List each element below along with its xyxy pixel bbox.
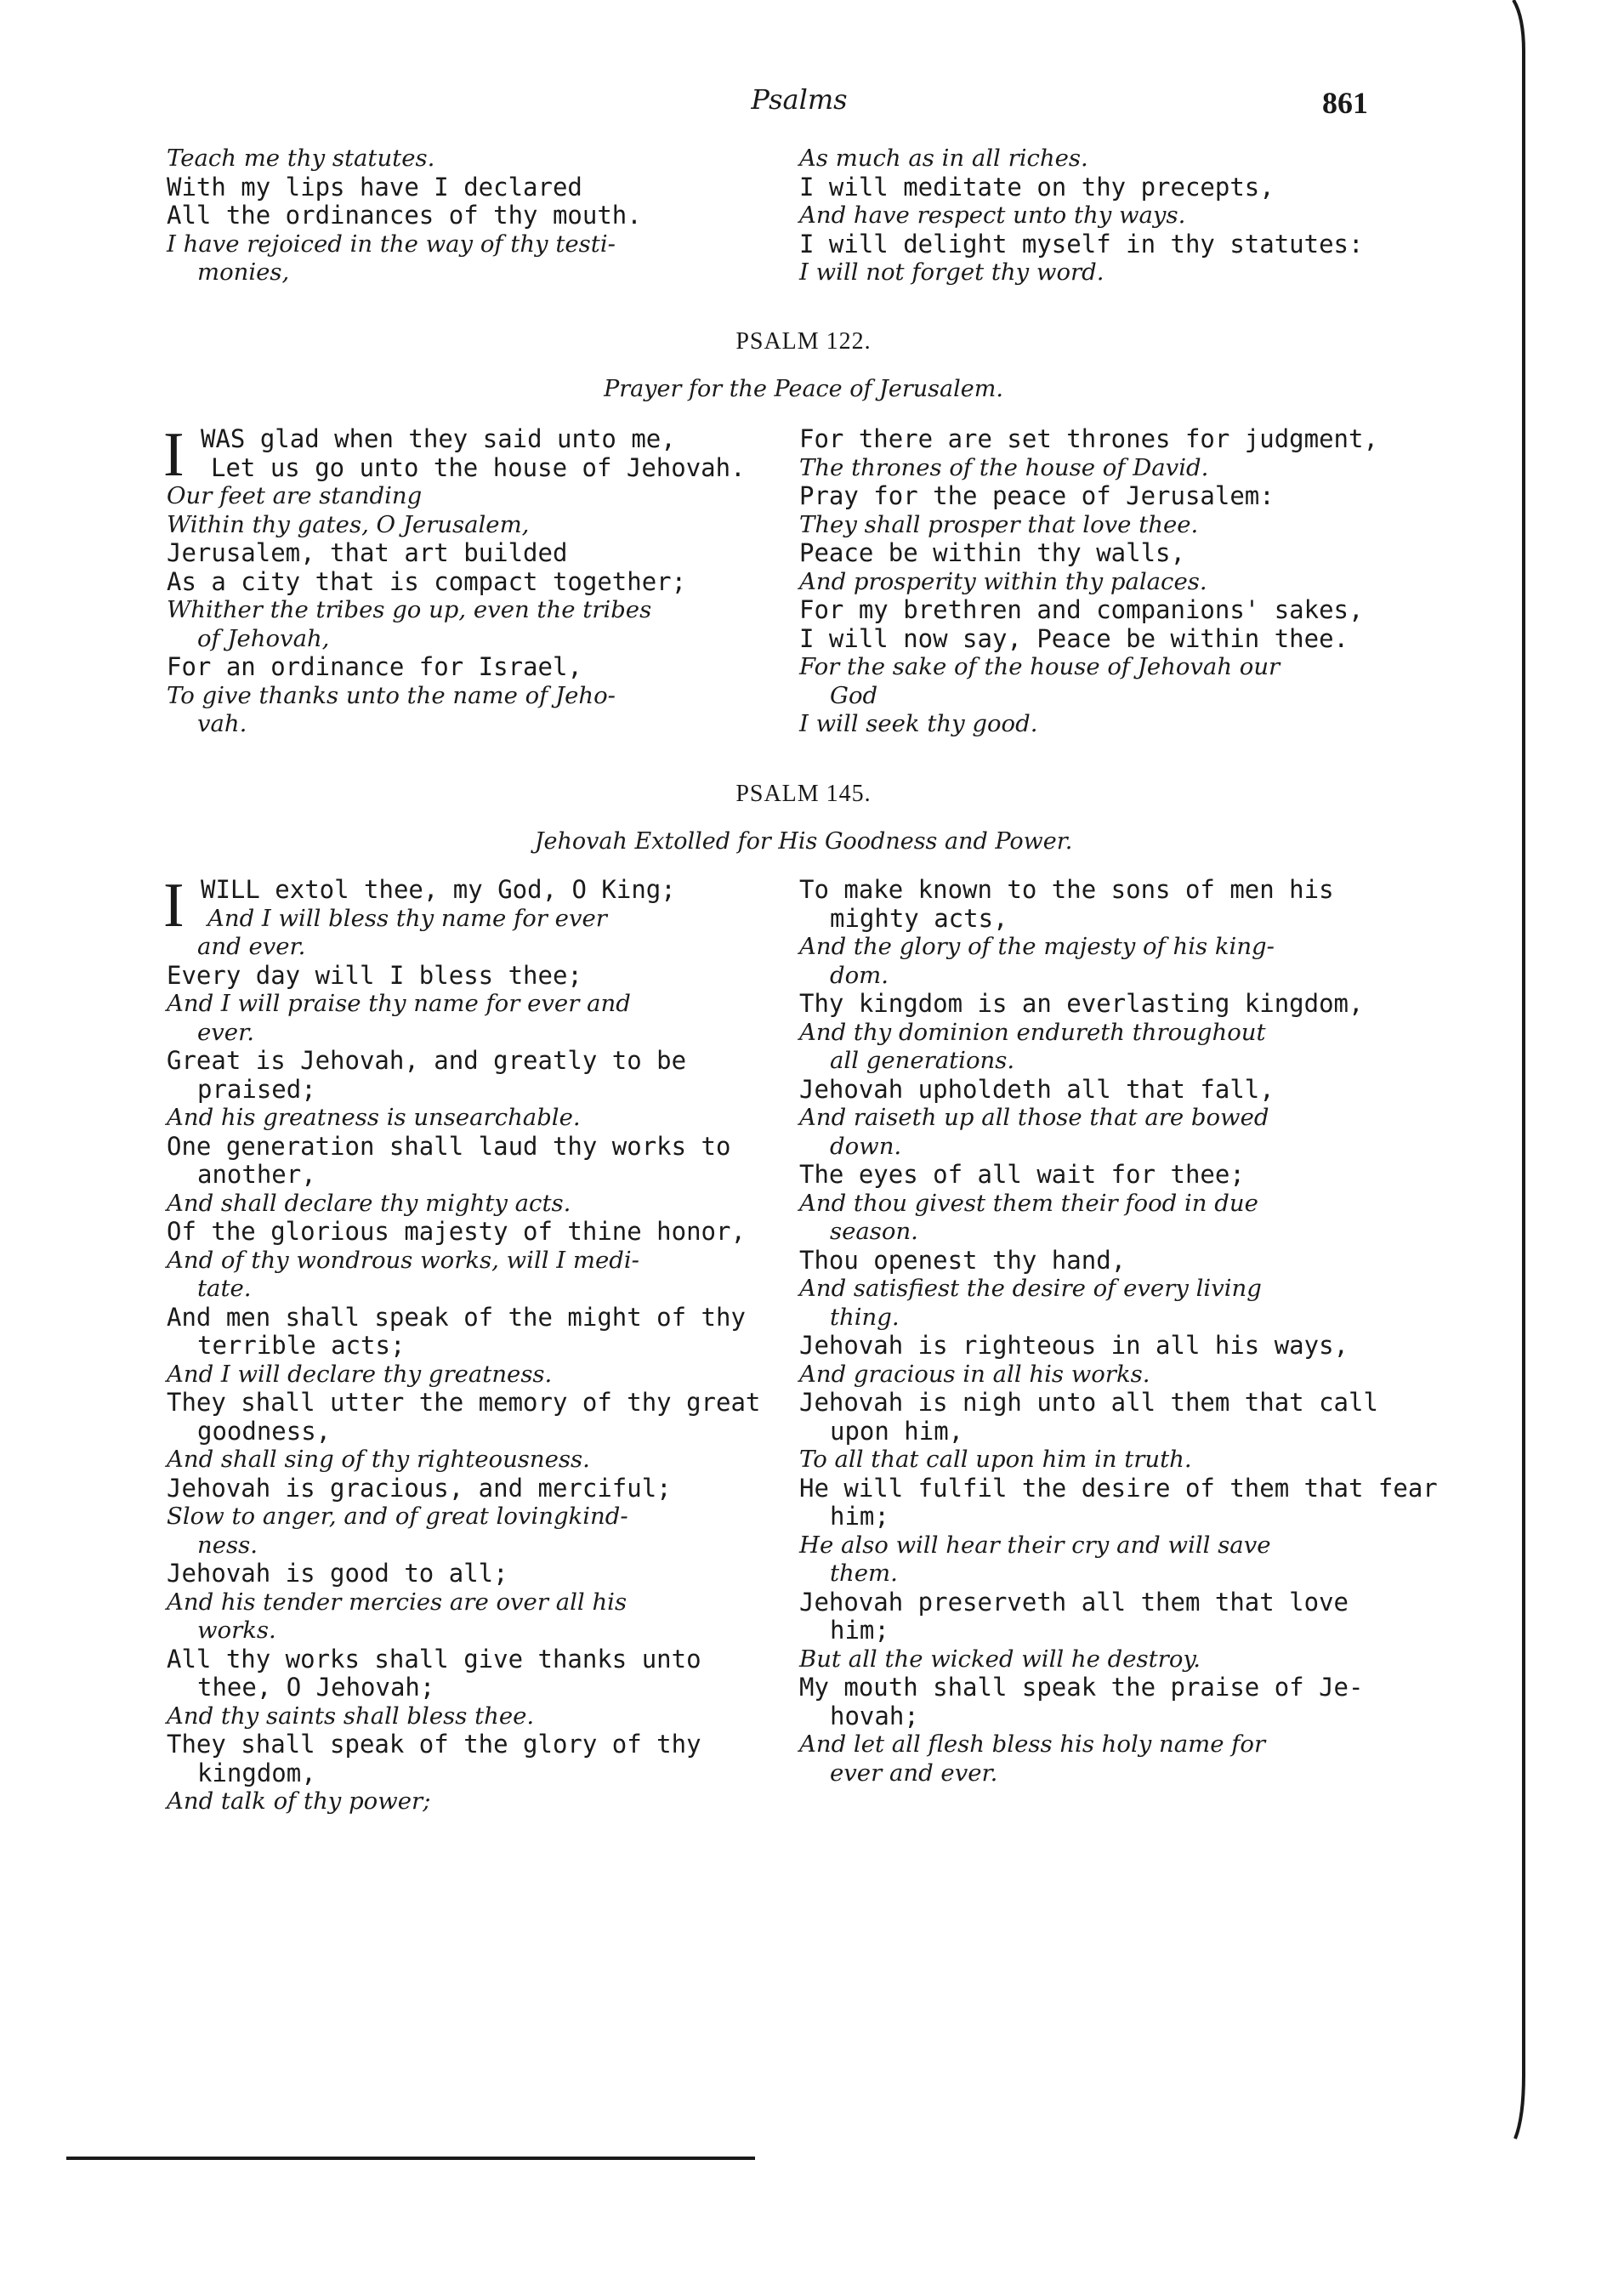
verse-line: Jehovah is gracious, and merciful; (167, 1473, 672, 1503)
verse-line: mighty acts, (830, 903, 1008, 933)
verse-line: Within thy gates, O Jerusalem, (167, 510, 530, 538)
verse-line: For an ordinance for Israel, (167, 652, 582, 681)
intro-left-column (167, 145, 762, 287)
psalm-122-left-column (163, 420, 762, 739)
verse-line: goodness, (197, 1416, 332, 1446)
verse-line: Jehovah is good to all; (167, 1559, 508, 1588)
verse-line: One generation shall laud thy works to (167, 1131, 731, 1161)
verse-line: Whither the tribes go up, even the tribes (167, 596, 652, 623)
verse-line: praised; (197, 1074, 316, 1104)
verse-line: Thou openest thy hand, (799, 1245, 1127, 1275)
verse-line: And gracious in all his works. (799, 1360, 1150, 1388)
verse-line: WAS glad when they said unto me, (201, 424, 676, 453)
verse-line: I have rejoiced in the way of thy testi- (167, 230, 616, 258)
bottom-rule (66, 2157, 755, 2160)
verse-line: down. (830, 1132, 902, 1160)
verse-line: And I will bless thy name for ever (207, 904, 607, 932)
psalm-145-left-column (163, 871, 762, 1816)
verse-line: The eyes of all wait for thee; (799, 1160, 1245, 1189)
verse-line: kingdom, (197, 1758, 316, 1787)
psalm-122-right-column (799, 425, 1401, 739)
verse-line: Jehovah upholdeth all that fall, (799, 1074, 1275, 1104)
verse-line: all generations. (830, 1047, 1015, 1074)
verse-line: thing. (830, 1303, 900, 1331)
page-number: 861 (1322, 86, 1368, 120)
verse-line: To make known to the sons of men his (799, 875, 1334, 904)
verse-line: They shall prosper that love thee. (799, 510, 1199, 538)
verse-line: of Jehovah, (197, 624, 330, 652)
verse-line: And raiseth up all those that are bowed (799, 1104, 1269, 1131)
verse-line: WILL extol thee, my God, O King; (201, 875, 676, 904)
verse-line: Pray for the peace of Jerusalem: (799, 481, 1275, 510)
verse-line: And I will praise thy name for ever and (167, 990, 631, 1017)
intro-right-column (799, 145, 1401, 287)
psalm-145-heading: PSALM 145. (735, 781, 872, 807)
verse-line: And have respect unto thy ways. (799, 202, 1186, 229)
verse-line: dom. (830, 961, 889, 989)
verse-line: another, (197, 1160, 316, 1189)
verse-line: vah. (197, 710, 247, 737)
verse-line: To all that call upon him in truth. (799, 1446, 1192, 1473)
verse-line: Of the glorious majesty of thine honor, (167, 1217, 746, 1246)
verse-line: Teach me thy statutes. (167, 145, 435, 172)
verse-line: Jehovah is nigh unto all them that call (799, 1388, 1378, 1417)
verse-line: For the sake of the house of Jehovah our (799, 653, 1280, 680)
psalm-122-subtitle: Prayer for the Peace of Jerusalem. (604, 376, 1003, 402)
verse-line: With my lips have I declared (167, 172, 582, 202)
verse-line: Slow to anger, and of great lovingkind- (167, 1503, 628, 1530)
verse-line: and ever. (197, 933, 306, 960)
verse-line: Our feet are standing (167, 482, 423, 509)
psalm-145-subtitle: Jehovah Extolled for His Goodness and Power. (534, 828, 1073, 855)
opening-lines (163, 871, 762, 941)
page-edge-bracket (1512, 0, 1529, 2143)
verse-line: Jehovah preserveth all them that love (799, 1587, 1349, 1617)
verse-line: I will now say, Peace be within thee. (799, 623, 1349, 653)
verse-line: And men shall speak of the might of thy (167, 1302, 746, 1332)
verse-line: works. (197, 1617, 276, 1644)
verse-line: hovah; (830, 1701, 919, 1731)
verse-line: He will fulfil the desire of them that fear (799, 1473, 1438, 1503)
psalm-145-right-column (799, 875, 1438, 1787)
running-title: Psalms (751, 83, 848, 116)
verse-line: To give thanks unto the name of Jeho- (167, 681, 616, 709)
verse-line: I will seek thy good. (799, 710, 1038, 737)
opening-lines (163, 420, 762, 490)
verse-line: And his greatness is unsearchable. (167, 1104, 581, 1131)
verse-line: All thy works shall give thanks unto (167, 1644, 701, 1674)
verse-line: him; (830, 1616, 889, 1645)
verse-line: My mouth shall speak the praise of Je- (799, 1673, 1364, 1702)
verse-line: I will not forget thy word. (799, 259, 1104, 286)
verse-line: terrible acts; (197, 1331, 406, 1360)
verse-line: I will meditate on thy precepts, (799, 172, 1275, 202)
drop-cap: I (163, 420, 185, 490)
verse-line: And shall sing of thy righteousness. (167, 1446, 590, 1473)
psalm-122-heading: PSALM 122. (735, 328, 872, 355)
verse-line: I will delight myself in thy statutes: (799, 229, 1364, 259)
verse-line: ness. (197, 1531, 258, 1559)
verse-line: And thou givest them their food in due (799, 1189, 1258, 1217)
verse-line: ever and ever. (830, 1759, 998, 1787)
verse-line: them. (830, 1560, 898, 1587)
verse-line: And satisfiest the desire of every living (799, 1275, 1262, 1302)
verse-line: monies, (197, 259, 290, 286)
verse-line: For my brethren and companions' sakes, (799, 595, 1364, 624)
verse-line: him; (830, 1502, 889, 1531)
verse-line: He also will hear their cry and will save (799, 1531, 1271, 1559)
verse-line: They shall speak of the glory of thy (167, 1730, 701, 1759)
verse-line: Peace be within thy walls, (799, 538, 1185, 567)
verse-line: Let us go unto the house of Jehovah. (211, 452, 746, 482)
verse-line: God (830, 681, 878, 709)
verse-line: Thy kingdom is an everlasting kingdom, (799, 989, 1364, 1018)
drop-cap: I (163, 871, 185, 941)
verse-line: All the ordinances of thy mouth. (167, 201, 642, 230)
verse-line: They shall utter the memory of thy great (167, 1388, 761, 1417)
verse-line: Every day will I bless thee; (167, 960, 582, 990)
verse-line: And prosperity within thy palaces. (799, 567, 1207, 595)
verse-line: As a city that is compact together; (167, 566, 687, 596)
verse-line: And let all flesh bless his holy name for (799, 1731, 1266, 1758)
verse-line: And I will declare thy greatness. (167, 1360, 553, 1388)
verse-line: season. (830, 1218, 918, 1245)
verse-line: Jehovah is righteous in all his ways, (799, 1331, 1349, 1360)
verse-line: And thy dominion endureth throughout (799, 1018, 1266, 1046)
verse-line: tate. (197, 1275, 252, 1302)
verse-line: And the glory of the majesty of his king- (799, 933, 1275, 960)
verse-line: And of thy wondrous works, will I medi- (167, 1246, 639, 1274)
verse-line: And talk of thy power; (167, 1787, 431, 1815)
verse-line: For there are set thrones for judgment, (799, 424, 1378, 453)
verse-line: thee, O Jehovah; (197, 1673, 435, 1702)
verse-line: And shall declare thy mighty acts. (167, 1189, 571, 1217)
verse-line: But all the wicked will he destroy. (799, 1645, 1201, 1673)
verse-line: Great is Jehovah, and greatly to be (167, 1046, 687, 1075)
verse-line: As much as in all riches. (799, 145, 1088, 172)
verse-line: Jerusalem, that art builded (167, 538, 568, 567)
verse-line: The thrones of the house of David. (799, 453, 1209, 481)
verse-line: upon him, (830, 1416, 964, 1446)
verse-line: And his tender mercies are over all his (167, 1588, 627, 1616)
verse-line: And thy saints shall bless thee. (167, 1702, 535, 1730)
verse-line: ever. (197, 1018, 254, 1046)
